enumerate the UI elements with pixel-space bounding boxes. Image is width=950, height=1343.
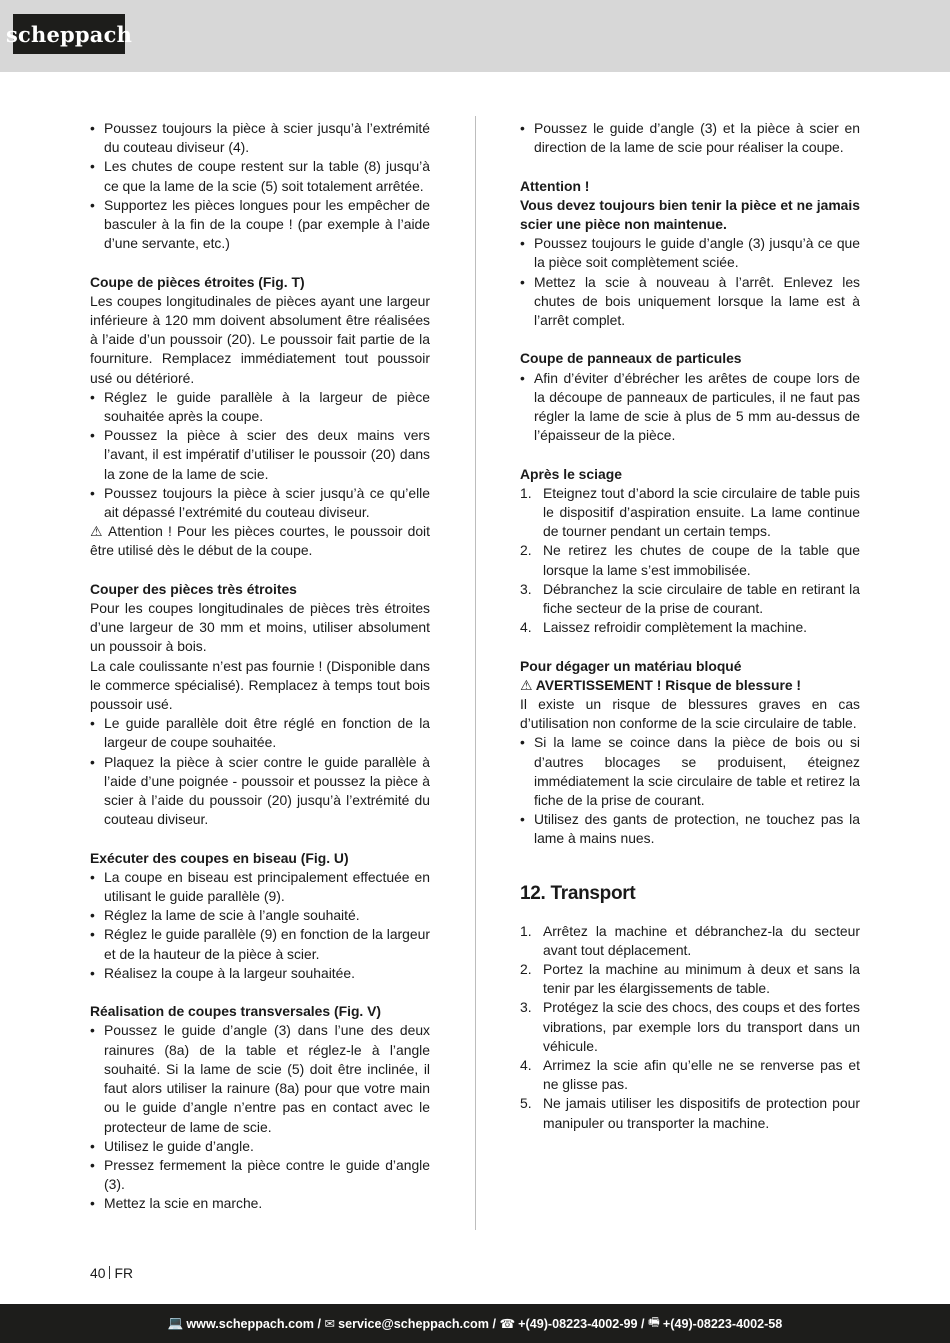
paragraph: Pour les coupes longitudinales de pièces très étroites d’une largeur de 30 mm et moins, utiliser absolument un poussoir à bois. xyxy=(90,600,430,655)
footer-phone: +(49)-08223-4002-99 / xyxy=(518,1316,645,1331)
list-text: Eteignez tout d’abord la scie circulaire de table puis le dispositif d’aspiration ensuite. La lame continue de tourner pendant un certain temps. xyxy=(543,484,860,540)
section-heading-blocked: Pour dégager un matériau bloqué xyxy=(520,657,742,674)
section-heading-bevel: Exécuter des coupes en biseau (Fig. U) xyxy=(90,849,349,866)
list-text: Arrêtez la machine et débranchez-la du secteur avant tout déplacement. xyxy=(543,922,860,958)
section-heading-narrow: Coupe de pièces étroites (Fig. T) xyxy=(90,273,305,290)
bullet-list xyxy=(520,369,860,446)
bullet-list xyxy=(90,388,430,522)
bullet-list xyxy=(90,868,430,983)
list-number: 1. xyxy=(520,922,532,939)
list-item xyxy=(520,541,860,579)
list-item: • Réalisez la coupe à la largeur souhaitée. xyxy=(90,964,430,983)
list-item: • Les chutes de coupe restent sur la table (8) jusqu’à ce que la lame de la scie (5) soit totalement arrêtée. xyxy=(90,157,430,195)
page-language: FR xyxy=(114,1265,133,1281)
list-item: • Afin d’éviter d’ébrécher les arêtes de coupe lors de la découpe de panneaux de particules, il ne faut pas régler la lame de scie à plus de 5 mm au-dessus de l’épaisseur de la pièce. xyxy=(520,369,860,446)
list-item: • Réglez le guide parallèle à la largeur de pièce souhaitée après la coupe. xyxy=(90,388,430,426)
list-number: 5. xyxy=(520,1095,532,1112)
page-header xyxy=(0,0,950,72)
list-number: 1. xyxy=(520,484,532,501)
section-heading-after: Après le sciage xyxy=(520,465,622,482)
list-item xyxy=(520,618,860,637)
bullet-list xyxy=(520,234,860,330)
list-item: • Poussez toujours la pièce à scier jusqu’à l’extrémité du couteau diviseur (4). xyxy=(90,119,430,157)
paragraph: La cale coulissante n’est pas fournie ! (Disponible dans le commerce spécialisé). Remplacez à temps tout bois poussoir usé. xyxy=(90,657,430,713)
list-item xyxy=(520,1056,860,1094)
computer-icon: 💻 xyxy=(167,1316,184,1330)
paragraph: Les coupes longitudinales de pièces ayant une largeur inférieure à 120 mm doivent absolument être réalisées à l’aide d’un poussoir (20). Le poussoir fait partie de la fourniture. Remplacez immédiatement tout poussoir usé ou détérioré. xyxy=(90,292,430,386)
list-item: • Le guide parallèle doit être réglé en fonction de la largeur de coupe souhaitée. xyxy=(90,714,430,752)
attention-text: Vous devez toujours bien tenir la pièce et ne jamais scier une pièce non maintenue. xyxy=(520,196,860,232)
scheppach-logo: scheppach xyxy=(13,14,125,54)
list-item xyxy=(520,484,860,542)
list-text: Débranchez la scie circulaire de table en retirant la fiche secteur de la prise de courant. xyxy=(543,580,860,617)
bullet-list xyxy=(90,1021,430,1213)
numbered-list xyxy=(520,484,860,638)
list-item: • Poussez la pièce à scier des deux mains vers l’avant, il est impératif d’utiliser le poussoir (20) dans la zone de la lame de scie. xyxy=(90,426,430,484)
list-item xyxy=(520,998,860,1056)
fax-icon: 🖷 xyxy=(648,1315,660,1329)
list-item: • Si la lame se coince dans la pièce de bois ou si d’autres blocages se produisent, éteignez immédiatement la scie circulaire de table et retirez la fiche de la prise de courant. xyxy=(520,733,860,810)
list-item: • Poussez le guide d’angle (3) et la pièce à scier en direction de la lame de scie pour réaliser la coupe. xyxy=(520,119,860,157)
warning-note: ⚠ Attention ! Pour les pièces courtes, le poussoir doit être utilisé dès le début de la coupe. xyxy=(90,523,430,559)
list-text: Ne jamais utiliser les dispositifs de protection pour manipuler ou transporter la machine. xyxy=(543,1095,860,1131)
list-number: 4. xyxy=(520,619,532,636)
list-item: • Utilisez le guide d’angle. xyxy=(90,1137,430,1156)
page-number-separator xyxy=(109,1266,110,1279)
left-column xyxy=(90,119,430,1214)
mail-icon: ✉ xyxy=(324,1317,336,1331)
list-item: • Pressez fermement la pièce contre le guide d’angle (3). xyxy=(90,1156,430,1194)
list-item: • Réglez le guide parallèle (9) en fonction de la largeur et de la hauteur de la pièce à scier. xyxy=(90,925,430,963)
phone-icon: ☎ xyxy=(499,1317,516,1331)
column-divider xyxy=(475,116,476,1230)
section-title-transport: 12. Transport xyxy=(520,882,636,904)
list-number: 2. xyxy=(520,542,532,559)
list-number: 2. xyxy=(520,961,532,978)
bullet-list xyxy=(520,733,860,848)
intro-bullet-list xyxy=(90,119,430,253)
section-heading-chipboard: Coupe de panneaux de particules xyxy=(520,350,742,367)
numbered-list xyxy=(520,922,860,1133)
page-footer xyxy=(0,1304,950,1343)
right-column xyxy=(520,119,860,1133)
footer-website: www.scheppach.com / xyxy=(186,1316,321,1331)
page-number xyxy=(90,1264,133,1283)
section-heading-attention: Attention ! xyxy=(520,177,590,194)
list-number: 3. xyxy=(520,999,532,1016)
list-text: Arrimez la scie afin qu’elle ne se renverse pas et ne glisse pas. xyxy=(543,1057,860,1093)
list-text: Portez la machine au minimum à deux et sans la tenir par les élargissements de table. xyxy=(543,961,860,997)
list-text: Laissez refroidir complètement la machine. xyxy=(543,619,808,636)
list-item: • Utilisez des gants de protection, ne touchez pas la lame à mains nues. xyxy=(520,810,860,848)
intro-bullet-list xyxy=(520,119,860,157)
footer-email: service@scheppach.com / xyxy=(338,1316,496,1331)
page-number-value: 40 xyxy=(90,1265,106,1281)
warning-heading: ⚠ AVERTISSEMENT ! Risque de blessure ! xyxy=(520,676,802,693)
list-item: • Mettez la scie à nouveau à l’arrêt. Enlevez les chutes de bois uniquement lorsque la lame est à l’arrêt complet. xyxy=(520,273,860,331)
list-number: 3. xyxy=(520,580,532,597)
section-heading-very-narrow: Couper des pièces très étroites xyxy=(90,580,297,597)
list-item: • Plaquez la pièce à scier contre le guide parallèle à l’aide d’une poignée - poussoir et poussez la pièce à scier à l’aide du poussoir (20) jusqu’à l’extrémité du couteau diviseur. xyxy=(90,753,430,830)
list-item: • La coupe en biseau est principalement effectuée en utilisant le guide parallèle (9). xyxy=(90,868,430,906)
paragraph: Il existe un risque de blessures graves en cas d’utilisation non conforme de la scie circulaire de table. xyxy=(520,696,860,732)
list-number: 4. xyxy=(520,1057,532,1074)
list-text: Ne retirez les chutes de coupe de la table que lorsque la lame s’est immobilisée. xyxy=(543,542,860,578)
section-heading-cross: Réalisation de coupes transversales (Fig. V) xyxy=(90,1003,382,1020)
list-item xyxy=(520,960,860,998)
list-item xyxy=(520,580,860,618)
list-item xyxy=(520,1094,860,1132)
list-item: • Mettez la scie en marche. xyxy=(90,1194,430,1213)
list-item: • Poussez toujours la pièce à scier jusqu’à ce qu’elle ait dépassé l’extrémité du couteau diviseur. xyxy=(90,484,430,522)
list-item: • Supportez les pièces longues pour les empêcher de basculer à la fin de la coupe ! (par exemple à l’aide d’une servante, etc.) xyxy=(90,196,430,254)
list-item: • Poussez le guide d’angle (3) dans l’une des deux rainures (8a) de la table et réglez-le à l’angle souhaité. Si la lame de scie (5) doit être inclinée, il faut alors utiliser la rainure (8a) pour que votre main ou le guide d’angle n’entre pas en contact avec le protecteur de lame de scie. xyxy=(90,1021,430,1136)
list-item: • Réglez la lame de scie à l’angle souhaité. xyxy=(90,906,430,925)
bullet-list xyxy=(90,714,430,829)
footer-fax: +(49)-08223-4002-58 xyxy=(662,1316,783,1331)
list-item: • Poussez toujours le guide d’angle (3) jusqu’à ce que la pièce soit complètement sciée. xyxy=(520,234,860,272)
list-item xyxy=(520,922,860,960)
list-text: Protégez la scie des chocs, des coups et des fortes vibrations, par exemple lors du transport dans un véhicule. xyxy=(543,999,860,1054)
